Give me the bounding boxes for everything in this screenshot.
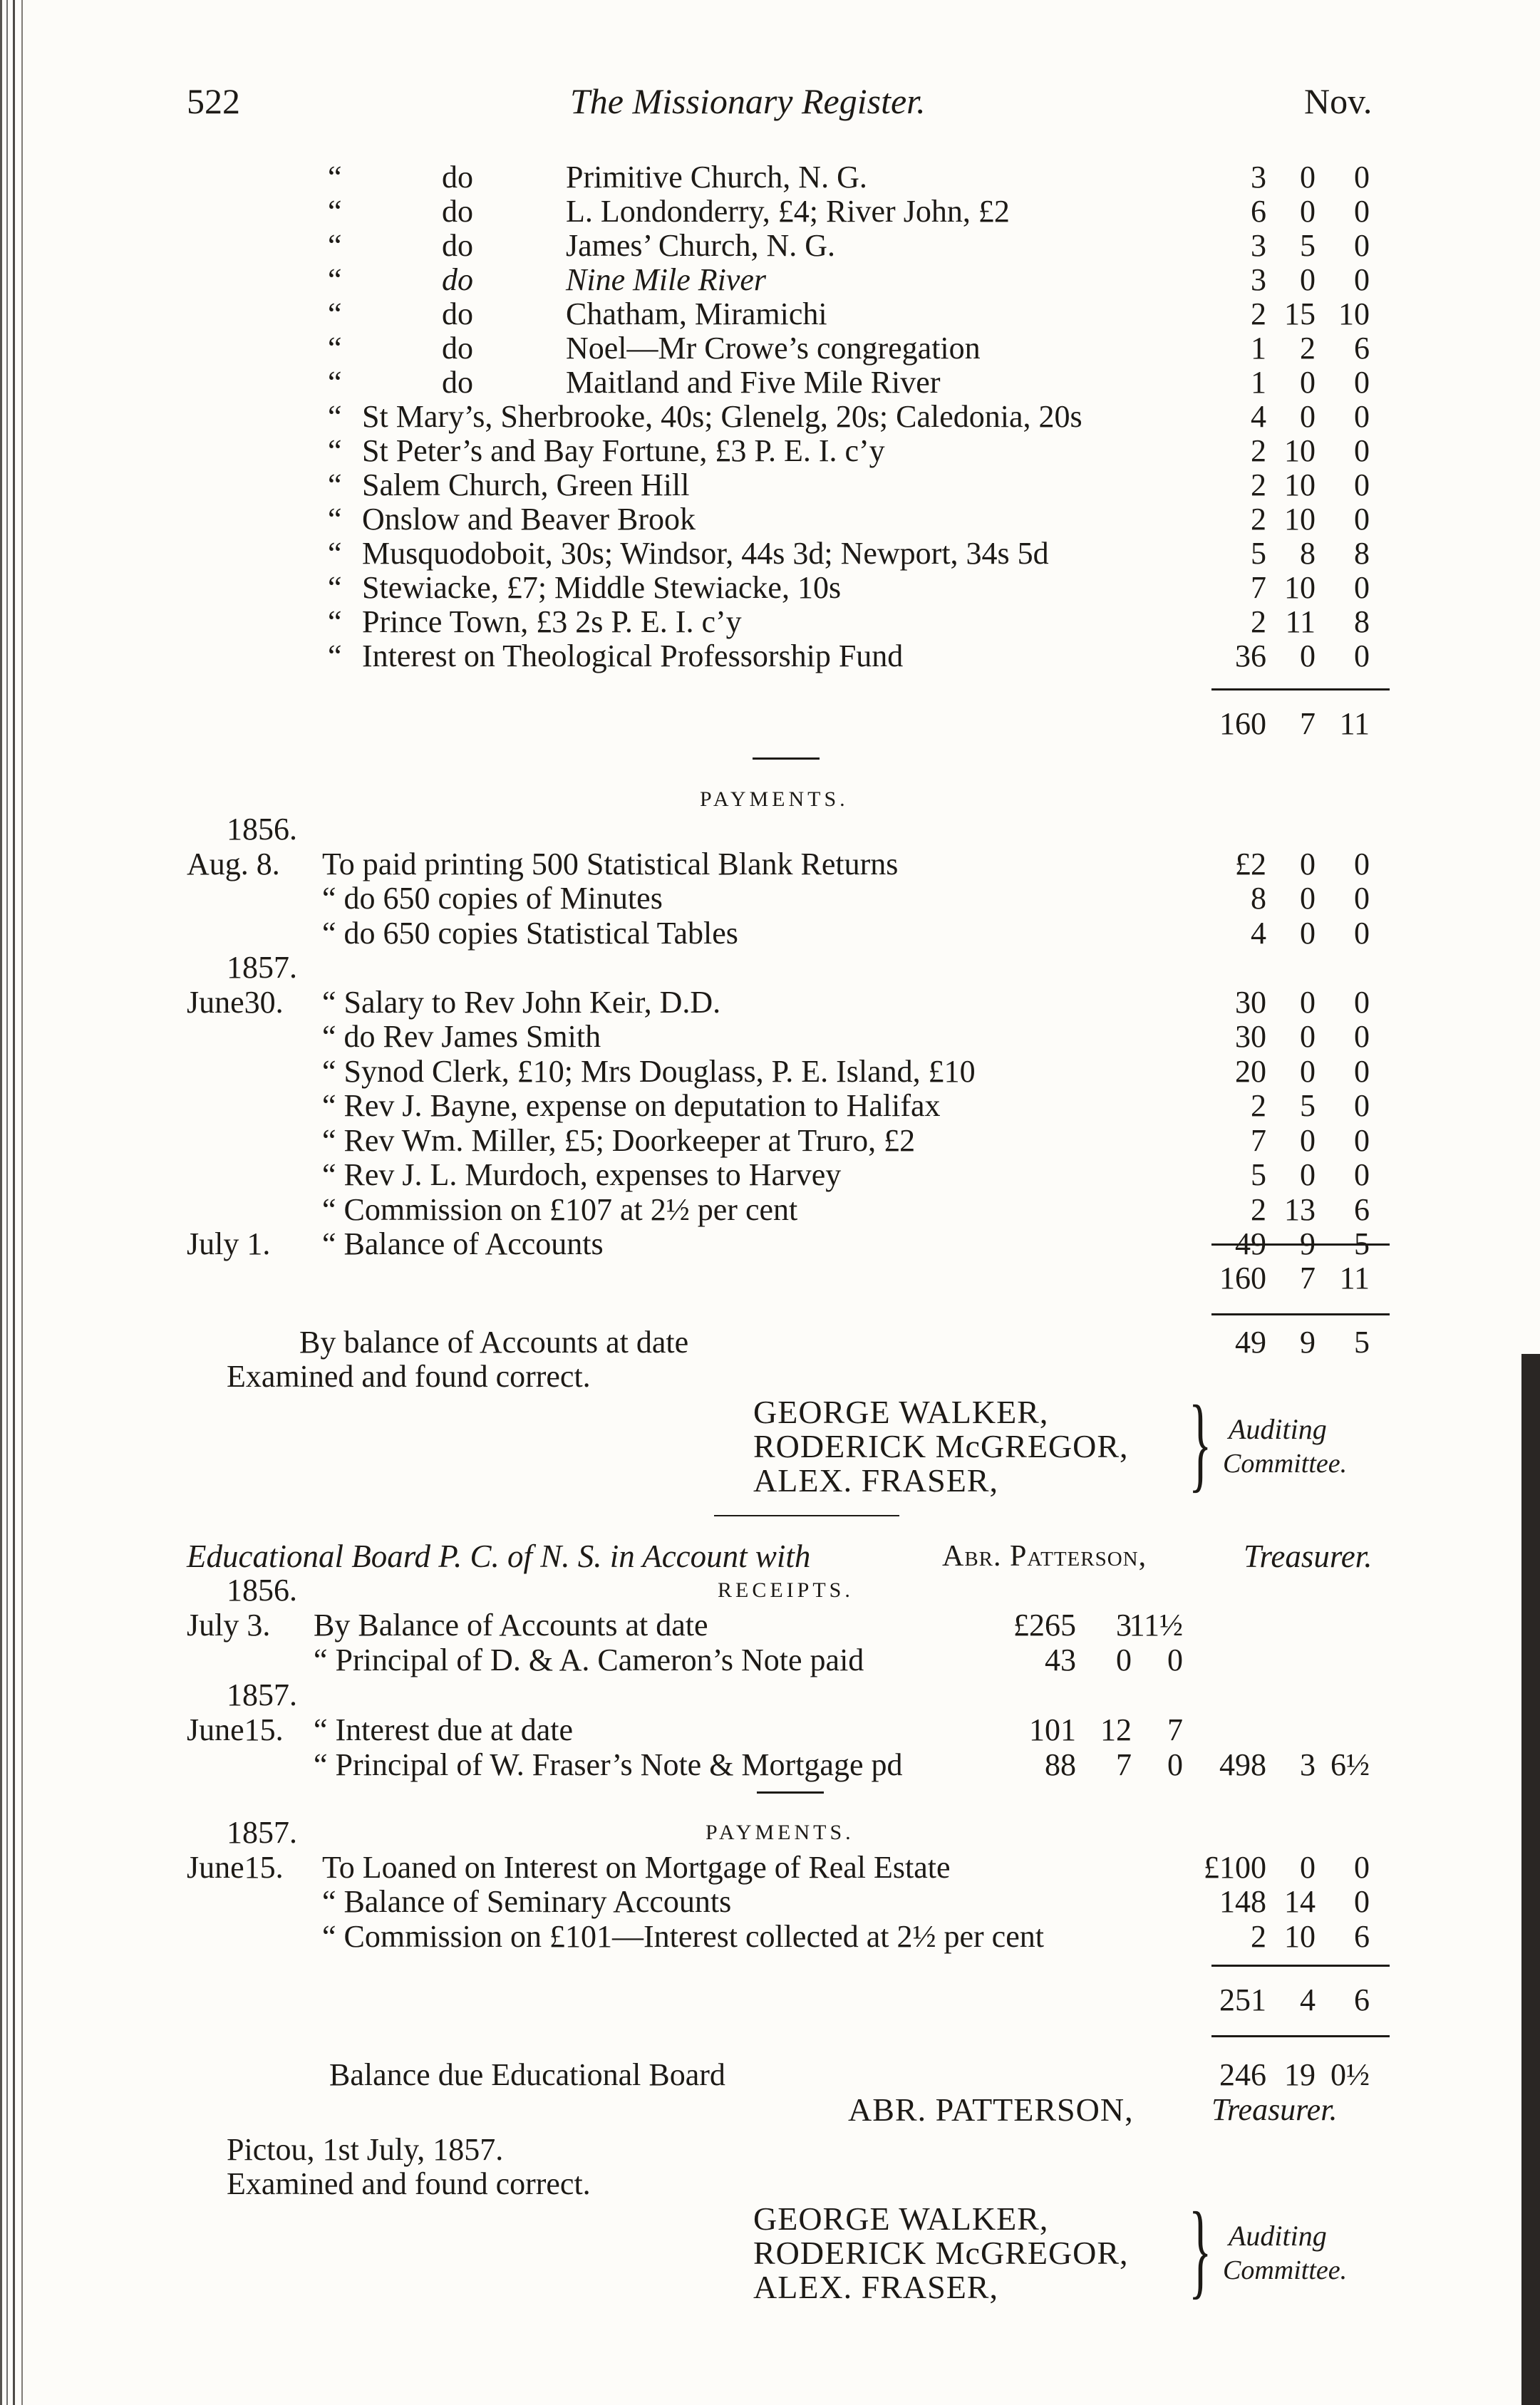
amount-pence: 0 <box>1354 1157 1370 1192</box>
amount-pounds: 2 <box>1251 604 1266 639</box>
entry-description: “ Synod Clerk, £10; Mrs Douglass, P. E. Island, £10 <box>322 1053 976 1089</box>
ditto-do: do <box>442 160 473 195</box>
amount-pounds: 49 <box>1235 1325 1266 1360</box>
amount-shillings: 5 <box>1300 1088 1316 1123</box>
amount-shillings: 7 <box>1300 1261 1316 1295</box>
rule <box>1211 2035 1390 2037</box>
edu-title-a: Educational Board P. C. of N. S. in Account with <box>187 1538 811 1574</box>
entry-description: “ Rev J. L. Murdoch, expenses to Harvey <box>322 1157 842 1192</box>
amount-pence: 0 <box>1354 1849 1370 1885</box>
ditto-do: do <box>442 365 473 400</box>
entry-description: Nine Mile River <box>566 262 767 297</box>
amount-shillings: 12 <box>1100 1712 1132 1747</box>
amount-shillings: 0 <box>1300 881 1316 916</box>
amount-pence: 0 <box>1354 638 1370 673</box>
amount-shillings: 0 <box>1300 194 1316 229</box>
entry-description: James’ Church, N. G. <box>566 228 835 263</box>
amount-pence: 0 <box>1354 433 1370 468</box>
rule <box>1211 688 1390 691</box>
committee-member: RODERICK McGREGOR, <box>753 1428 1129 1464</box>
ditto-mark: “ <box>328 604 342 639</box>
amount-shillings: 4 <box>1300 1982 1316 2017</box>
place-date: Pictou, 1st July, 1857. <box>227 2132 504 2167</box>
entry-description: Maitland and Five Mile River <box>566 365 941 400</box>
entry-description: “ Balance of Seminary Accounts <box>322 1884 732 1919</box>
amount-pence: 0 <box>1354 194 1370 229</box>
amount-pounds: £2 <box>1235 846 1266 881</box>
entry-description: “ Principal of D. & A. Cameron’s Note paid <box>314 1643 864 1677</box>
ditto-mark: “ <box>328 365 342 400</box>
payments-heading: PAYMENTS. <box>700 787 849 811</box>
amount-shillings: 5 <box>1300 228 1316 263</box>
entry-description: By Balance of Accounts at date <box>314 1608 708 1643</box>
amount-pounds: 6 <box>1251 194 1266 229</box>
entry-description: Stewiacke, £7; Middle Stewiacke, 10s <box>362 570 842 605</box>
balance-line: By balance of Accounts at date <box>299 1325 689 1360</box>
amount-pence: 0 <box>1354 846 1370 881</box>
ditto-mark: “ <box>328 467 342 502</box>
entry-date: Aug. 8. <box>187 846 280 881</box>
ditto-mark: “ <box>328 638 342 673</box>
ditto-mark: “ <box>328 433 342 468</box>
treasurer-name: ABR. PATTERSON, <box>848 2091 1134 2128</box>
amount-pence: 6 <box>1354 1982 1370 2017</box>
page-edge-left <box>0 0 36 2405</box>
amount-pence: 5 <box>1354 1325 1370 1360</box>
amount-pounds: 2 <box>1251 1088 1266 1123</box>
committee-member: GEORGE WALKER, <box>753 1394 1049 1430</box>
amount-shillings: 0 <box>1300 399 1316 434</box>
amount-pence: 0 <box>1354 1053 1370 1089</box>
entry-description: Primitive Church, N. G. <box>566 160 867 195</box>
amount-pounds: 49 <box>1235 1226 1266 1261</box>
committee-label: Committee. <box>1223 2255 1348 2285</box>
amount-pence: 0 <box>1354 570 1370 605</box>
amount-pence: 8 <box>1354 604 1370 639</box>
amount-pence: 0 <box>1354 1088 1370 1123</box>
ditto-mark: “ <box>328 194 342 229</box>
amount-pounds: 160 <box>1219 1261 1266 1295</box>
amount-shillings: 10 <box>1284 1918 1316 1954</box>
ditto-do: do <box>442 296 473 331</box>
treasurer-title: Treasurer. <box>1211 2092 1338 2127</box>
amount-shillings: 7 <box>1116 1747 1132 1782</box>
amount-shillings: 9 <box>1300 1325 1316 1360</box>
amount-shillings: 0 <box>1300 638 1316 673</box>
amount-pounds: 1 <box>1251 331 1266 366</box>
amount-pounds: 7 <box>1251 1122 1266 1158</box>
amount-pence: 0 <box>1354 984 1370 1020</box>
amount-pence: 5 <box>1354 1226 1370 1261</box>
amount-pounds: 2 <box>1251 1191 1266 1227</box>
entry-description: “ do 650 copies of Minutes <box>322 881 663 916</box>
amount-pence: 6 <box>1354 1918 1370 1954</box>
amount-pounds: 3 <box>1251 160 1266 195</box>
amount-shillings: 15 <box>1284 296 1316 331</box>
amount-pounds: 101 <box>1029 1712 1076 1747</box>
committee-label: Auditing <box>1229 1413 1327 1445</box>
amount-pounds: 20 <box>1235 1053 1266 1089</box>
amount-pounds: 2 <box>1251 502 1266 537</box>
amount-pounds: 7 <box>1251 570 1266 605</box>
amount-pence: 0½ <box>1330 2057 1370 2092</box>
amount-shillings: 2 <box>1300 331 1316 366</box>
page-edge-right <box>1521 1354 1540 2405</box>
entry-description: “ Commission on £101—Interest collected at 2½ per cent <box>322 1918 1044 1954</box>
amount-pence: 0 <box>1354 881 1370 916</box>
committee-member: ALEX. FRASER, <box>753 2269 998 2305</box>
amount-pounds: 88 <box>1045 1747 1076 1782</box>
ditto-mark: “ <box>328 331 342 366</box>
amount-shillings: 0 <box>1300 984 1316 1020</box>
amount-shillings: 8 <box>1300 536 1316 571</box>
amount-pence: 6 <box>1354 331 1370 366</box>
amount-pence: 10 <box>1338 296 1370 331</box>
amount-pounds: 4 <box>1251 915 1266 951</box>
ditto-do: do <box>442 194 473 229</box>
committee-member: ALEX. FRASER, <box>753 1462 998 1499</box>
entry-description: Prince Town, £3 2s P. E. I. c’y <box>362 604 742 639</box>
amount-pounds: 3 <box>1251 228 1266 263</box>
amount-shillings: 19 <box>1284 2057 1316 2092</box>
amount-shillings: 0 <box>1300 1157 1316 1192</box>
running-title: The Missionary Register. <box>570 81 926 121</box>
running-month: Nov. <box>1304 81 1373 121</box>
amount-pounds: £100 <box>1204 1849 1266 1885</box>
amount-pence: 11½ <box>1129 1608 1183 1643</box>
amount-shillings: 3 <box>1116 1608 1132 1643</box>
rule <box>714 1515 899 1516</box>
entry-description: “ Principal of W. Fraser’s Note & Mortgage pd <box>314 1747 903 1782</box>
amount-shillings: 0 <box>1300 1019 1316 1054</box>
amount-pence: 0 <box>1354 1019 1370 1054</box>
rule <box>757 1791 824 1794</box>
amount-pence: 11 <box>1339 706 1370 741</box>
entry-description: “ Balance of Accounts <box>322 1226 604 1261</box>
rule <box>1211 1313 1390 1315</box>
committee-label: Committee. <box>1223 1449 1348 1479</box>
entry-date: July 3. <box>187 1608 271 1643</box>
rule <box>753 757 820 760</box>
amount-pence: 0 <box>1354 399 1370 434</box>
amount-pence: 11 <box>1339 1261 1370 1295</box>
entry-description: Chatham, Miramichi <box>566 296 827 331</box>
entry-description: “ Rev Wm. Miller, £5; Doorkeeper at Truro, £2 <box>322 1122 916 1158</box>
amount-pence: 0 <box>1354 160 1370 195</box>
entry-description: To Loaned on Interest on Mortgage of Real Estate <box>322 1849 951 1885</box>
edu-balance-line: Balance due Educational Board <box>329 2057 725 2092</box>
amount-shillings: 0 <box>1300 1849 1316 1885</box>
ditto-mark: “ <box>328 399 342 434</box>
entry-description: To paid printing 500 Statistical Blank Returns <box>322 846 899 881</box>
amount-shillings: 0 <box>1300 1053 1316 1089</box>
entry-description: Musquodoboit, 30s; Windsor, 44s 3d; Newport, 34s 5d <box>362 536 1049 571</box>
amount-shillings: 9 <box>1300 1226 1316 1261</box>
edu-receipts-heading: RECEIPTS. <box>718 1578 854 1602</box>
edu-payments-heading: PAYMENTS. <box>706 1821 854 1844</box>
amount-shillings: 13 <box>1284 1191 1316 1227</box>
amount-pounds: 5 <box>1251 1157 1266 1192</box>
amount-pounds: 148 <box>1219 1884 1266 1919</box>
amount-pence: 0 <box>1354 467 1370 502</box>
entry-date: 1857. <box>227 1677 297 1712</box>
ditto-mark: “ <box>328 160 342 195</box>
page-number: 522 <box>187 81 240 121</box>
amount-pounds: 4 <box>1251 399 1266 434</box>
amount-pounds: 2 <box>1251 433 1266 468</box>
ditto-mark: “ <box>328 262 342 297</box>
edu-title-c: Treasurer. <box>1244 1538 1373 1574</box>
ditto-mark: “ <box>328 536 342 571</box>
ditto-do: do <box>442 228 473 263</box>
amount-shillings: 0 <box>1116 1643 1132 1677</box>
amount-pounds: 43 <box>1045 1643 1076 1677</box>
amount-shillings: 10 <box>1284 433 1316 468</box>
amount-pounds: 5 <box>1251 536 1266 571</box>
entry-description: L. Londonderry, £4; River John, £2 <box>566 194 1010 229</box>
brace-glyph: } <box>1189 1384 1212 1502</box>
entry-date: June30. <box>187 984 284 1020</box>
amount-shillings: 10 <box>1284 502 1316 537</box>
committee-member: GEORGE WALKER, <box>753 2200 1049 2237</box>
entry-date: June15. <box>187 1712 284 1747</box>
entry-date: 1856. <box>227 1573 297 1608</box>
entry-date: 1857. <box>227 950 297 985</box>
amount-pounds: 30 <box>1235 984 1266 1020</box>
amount-pence: 0 <box>1354 1884 1370 1919</box>
amount-shillings: 10 <box>1284 467 1316 502</box>
entry-description: “ do Rev James Smith <box>322 1019 601 1054</box>
entry-date: 1856. <box>227 812 297 847</box>
amount-shillings: 0 <box>1300 262 1316 297</box>
ditto-mark: “ <box>328 228 342 263</box>
amount-pence: 0 <box>1354 915 1370 951</box>
entry-description: “ Salary to Rev John Keir, D.D. <box>322 984 721 1020</box>
entry-description: St Peter’s and Bay Fortune, £3 P. E. I. c’y <box>362 433 885 468</box>
entry-description: Salem Church, Green Hill <box>362 467 690 502</box>
committee-member: RODERICK McGREGOR, <box>753 2235 1129 2271</box>
entry-date: July 1. <box>187 1226 271 1261</box>
entry-description: St Mary’s, Sherbrooke, 40s; Glenelg, 20s; Caledonia, 20s <box>362 399 1082 434</box>
amount-pence: 0 <box>1354 365 1370 400</box>
entry-description: Onslow and Beaver Brook <box>362 502 696 537</box>
amount-pounds: 36 <box>1235 638 1266 673</box>
amount-pence: 0 <box>1354 228 1370 263</box>
amount-pounds: 251 <box>1219 1982 1266 2017</box>
amount-pounds: 8 <box>1251 881 1266 916</box>
rule <box>1211 1965 1390 1967</box>
amount-pounds: 2 <box>1251 467 1266 502</box>
amount-pence: 0 <box>1354 502 1370 537</box>
entry-description: Noel—Mr Crowe’s congregation <box>566 331 981 366</box>
amount-pence: 6 <box>1354 1191 1370 1227</box>
amount-shillings: 0 <box>1300 915 1316 951</box>
ditto-mark: “ <box>328 570 342 605</box>
amount-pence: 0 <box>1354 1122 1370 1158</box>
amount-shillings: 11 <box>1285 604 1316 639</box>
amount-pounds: 2 <box>1251 1918 1266 1954</box>
amount-shillings: 7 <box>1300 706 1316 741</box>
ditto-mark: “ <box>328 296 342 331</box>
amount-pounds: 498 <box>1219 1747 1266 1782</box>
edu-title-b: Abr. Patterson, <box>942 1540 1147 1573</box>
ditto-do: do <box>442 262 473 297</box>
amount-pounds: 30 <box>1235 1019 1266 1054</box>
amount-pounds: 2 <box>1251 296 1266 331</box>
amount-pounds: 3 <box>1251 262 1266 297</box>
entry-description: “ Commission on £107 at 2½ per cent <box>322 1191 798 1227</box>
committee-label: Auditing <box>1229 2220 1327 2252</box>
amount-shillings: 0 <box>1300 1122 1316 1158</box>
amount-pence: 0 <box>1354 262 1370 297</box>
amount-shillings: 0 <box>1300 160 1316 195</box>
examined-note-2: Examined and found correct. <box>227 2166 591 2201</box>
ditto-mark: “ <box>328 502 342 537</box>
amount-pence: 8 <box>1354 536 1370 571</box>
amount-shillings: 0 <box>1300 365 1316 400</box>
ditto-do: do <box>442 331 473 366</box>
amount-shillings: 10 <box>1284 570 1316 605</box>
amount-shillings: 0 <box>1300 846 1316 881</box>
amount-pounds: 1 <box>1251 365 1266 400</box>
entry-description: Interest on Theological Professorship Fund <box>362 638 904 673</box>
entry-description: “ Rev J. Bayne, expense on deputation to Halifax <box>322 1088 941 1123</box>
amount-pence: 0 <box>1167 1747 1183 1782</box>
amount-pence: 7 <box>1167 1712 1183 1747</box>
amount-pence: 6½ <box>1330 1747 1370 1782</box>
entry-description: “ Interest due at date <box>314 1712 574 1747</box>
amount-pounds: £265 <box>1013 1608 1076 1643</box>
examined-note: Examined and found correct. <box>227 1359 591 1394</box>
entry-date: June15. <box>187 1849 284 1885</box>
amount-pounds: 160 <box>1219 706 1266 741</box>
amount-shillings: 14 <box>1284 1884 1316 1919</box>
entry-description: “ do 650 copies Statistical Tables <box>322 915 738 951</box>
amount-shillings: 3 <box>1300 1747 1316 1782</box>
amount-pence: 0 <box>1167 1643 1183 1677</box>
entry-date: 1857. <box>227 1815 297 1850</box>
amount-pounds: 246 <box>1219 2057 1266 2092</box>
brace-glyph: } <box>1189 2191 1212 2309</box>
